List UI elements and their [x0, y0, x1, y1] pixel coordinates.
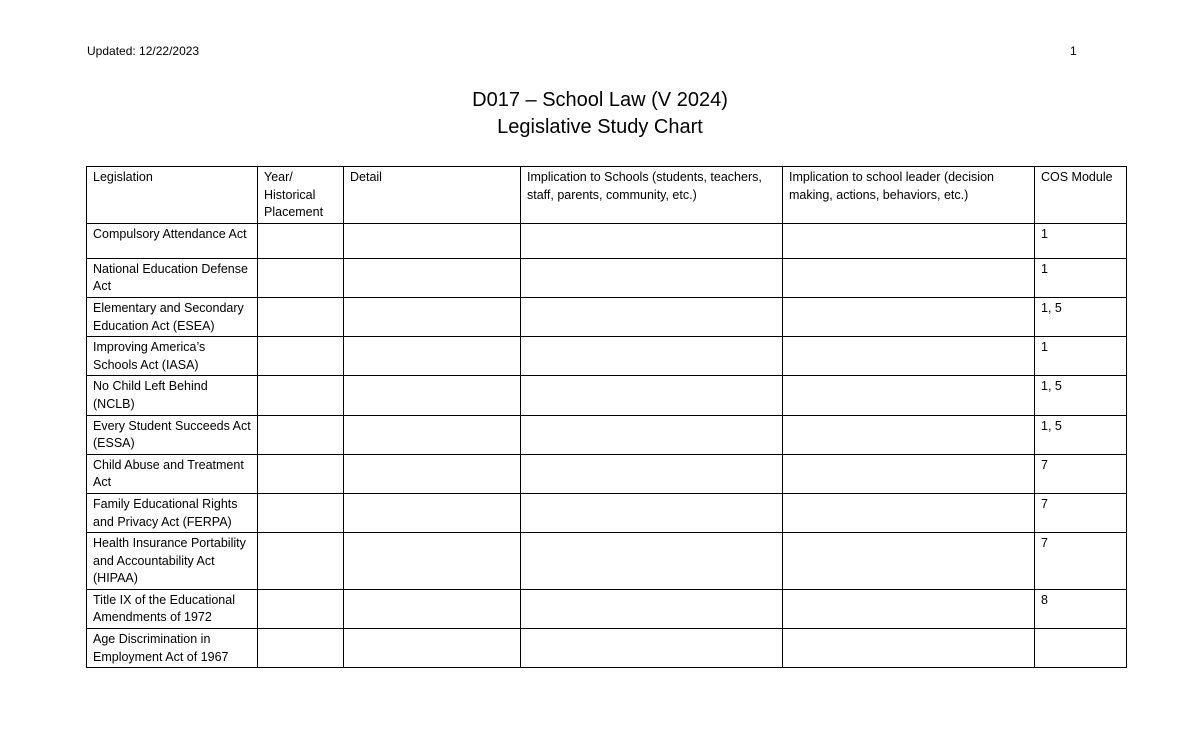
table-row	[87, 258, 1127, 297]
year-cell[interactable]	[258, 629, 344, 668]
implication-schools-cell[interactable]	[521, 337, 783, 376]
updated-date: Updated: 12/22/2023	[87, 44, 200, 58]
module-cell: 7	[1035, 493, 1127, 532]
implication-leader-cell[interactable]	[783, 629, 1035, 668]
title-line-1: D017 – School Law (V 2024)	[472, 89, 728, 111]
implication-schools-cell[interactable]	[521, 589, 783, 628]
implication-leader-cell[interactable]	[783, 454, 1035, 493]
detail-cell[interactable]	[344, 454, 521, 493]
implication-schools-cell[interactable]	[521, 223, 783, 258]
implication-schools-cell[interactable]	[521, 415, 783, 454]
legislation-cell: Title IX of the Educational Amendments of 1972	[87, 589, 258, 628]
column-header-implication-leader: Implication to school leader (decision making, actions, behaviors, etc.)	[783, 167, 1035, 224]
detail-cell[interactable]	[344, 629, 521, 668]
legislation-cell: No Child Left Behind (NCLB)	[87, 376, 258, 415]
column-header-detail: Detail	[344, 167, 521, 224]
year-cell[interactable]	[258, 258, 344, 297]
table-row	[87, 297, 1127, 336]
module-cell: 1	[1035, 258, 1127, 297]
module-cell: 1, 5	[1035, 415, 1127, 454]
table-row	[87, 415, 1127, 454]
legislation-cell: National Education Defense Act	[87, 258, 258, 297]
detail-cell[interactable]	[344, 493, 521, 532]
year-cell[interactable]	[258, 533, 344, 590]
module-cell: 8	[1035, 589, 1127, 628]
table-row	[87, 493, 1127, 532]
implication-leader-cell[interactable]	[783, 258, 1035, 297]
table-header-row	[87, 167, 1127, 224]
implication-schools-cell[interactable]	[521, 493, 783, 532]
column-header-cos-module: COS Module	[1035, 167, 1127, 224]
legislation-cell: Health Insurance Portability and Accountability Act (HIPAA)	[87, 533, 258, 590]
year-cell[interactable]	[258, 589, 344, 628]
table-row	[87, 629, 1127, 668]
implication-schools-cell[interactable]	[521, 533, 783, 590]
implication-schools-cell[interactable]	[521, 258, 783, 297]
year-cell[interactable]	[258, 297, 344, 336]
module-cell: 7	[1035, 454, 1127, 493]
detail-cell[interactable]	[344, 223, 521, 258]
module-cell: 1	[1035, 337, 1127, 376]
column-header-legislation: Legislation	[87, 167, 258, 224]
column-header-year: Year/ Historical Placement	[258, 167, 344, 224]
detail-cell[interactable]	[344, 258, 521, 297]
detail-cell[interactable]	[344, 415, 521, 454]
module-cell	[1035, 629, 1127, 668]
table-row	[87, 454, 1127, 493]
detail-cell[interactable]	[344, 376, 521, 415]
legislation-cell: Family Educational Rights and Privacy Act (FERPA)	[87, 493, 258, 532]
implication-schools-cell[interactable]	[521, 376, 783, 415]
legislative-study-table	[86, 166, 1127, 668]
detail-cell[interactable]	[344, 297, 521, 336]
implication-schools-cell[interactable]	[521, 297, 783, 336]
implication-leader-cell[interactable]	[783, 376, 1035, 415]
year-cell[interactable]	[258, 376, 344, 415]
legislation-cell: Age Discrimination in Employment Act of 1967	[87, 629, 258, 668]
implication-leader-cell[interactable]	[783, 415, 1035, 454]
year-cell[interactable]	[258, 493, 344, 532]
year-cell[interactable]	[258, 454, 344, 493]
implication-schools-cell[interactable]	[521, 629, 783, 668]
module-cell: 1, 5	[1035, 376, 1127, 415]
page-number: 1	[1070, 44, 1077, 58]
table-row	[87, 376, 1127, 415]
legislation-cell: Improving America’s Schools Act (IASA)	[87, 337, 258, 376]
title-line-2: Legislative Study Chart	[497, 116, 703, 138]
document-title	[0, 87, 1200, 141]
module-cell: 1	[1035, 223, 1127, 258]
column-header-implication-schools: Implication to Schools (students, teachers, staff, parents, community, etc.)	[521, 167, 783, 224]
table-row	[87, 337, 1127, 376]
year-cell[interactable]	[258, 337, 344, 376]
table-row	[87, 223, 1127, 258]
implication-leader-cell[interactable]	[783, 223, 1035, 258]
implication-leader-cell[interactable]	[783, 533, 1035, 590]
module-cell: 7	[1035, 533, 1127, 590]
implication-schools-cell[interactable]	[521, 454, 783, 493]
table-row	[87, 533, 1127, 590]
year-cell[interactable]	[258, 415, 344, 454]
legislation-cell: Elementary and Secondary Education Act (ESEA)	[87, 297, 258, 336]
implication-leader-cell[interactable]	[783, 589, 1035, 628]
detail-cell[interactable]	[344, 533, 521, 590]
implication-leader-cell[interactable]	[783, 493, 1035, 532]
module-cell: 1, 5	[1035, 297, 1127, 336]
detail-cell[interactable]	[344, 589, 521, 628]
table-row	[87, 589, 1127, 628]
implication-leader-cell[interactable]	[783, 297, 1035, 336]
detail-cell[interactable]	[344, 337, 521, 376]
legislation-cell: Child Abuse and Treatment Act	[87, 454, 258, 493]
legislation-cell: Compulsory Attendance Act	[87, 223, 258, 258]
implication-leader-cell[interactable]	[783, 337, 1035, 376]
legislation-cell: Every Student Succeeds Act (ESSA)	[87, 415, 258, 454]
year-cell[interactable]	[258, 223, 344, 258]
